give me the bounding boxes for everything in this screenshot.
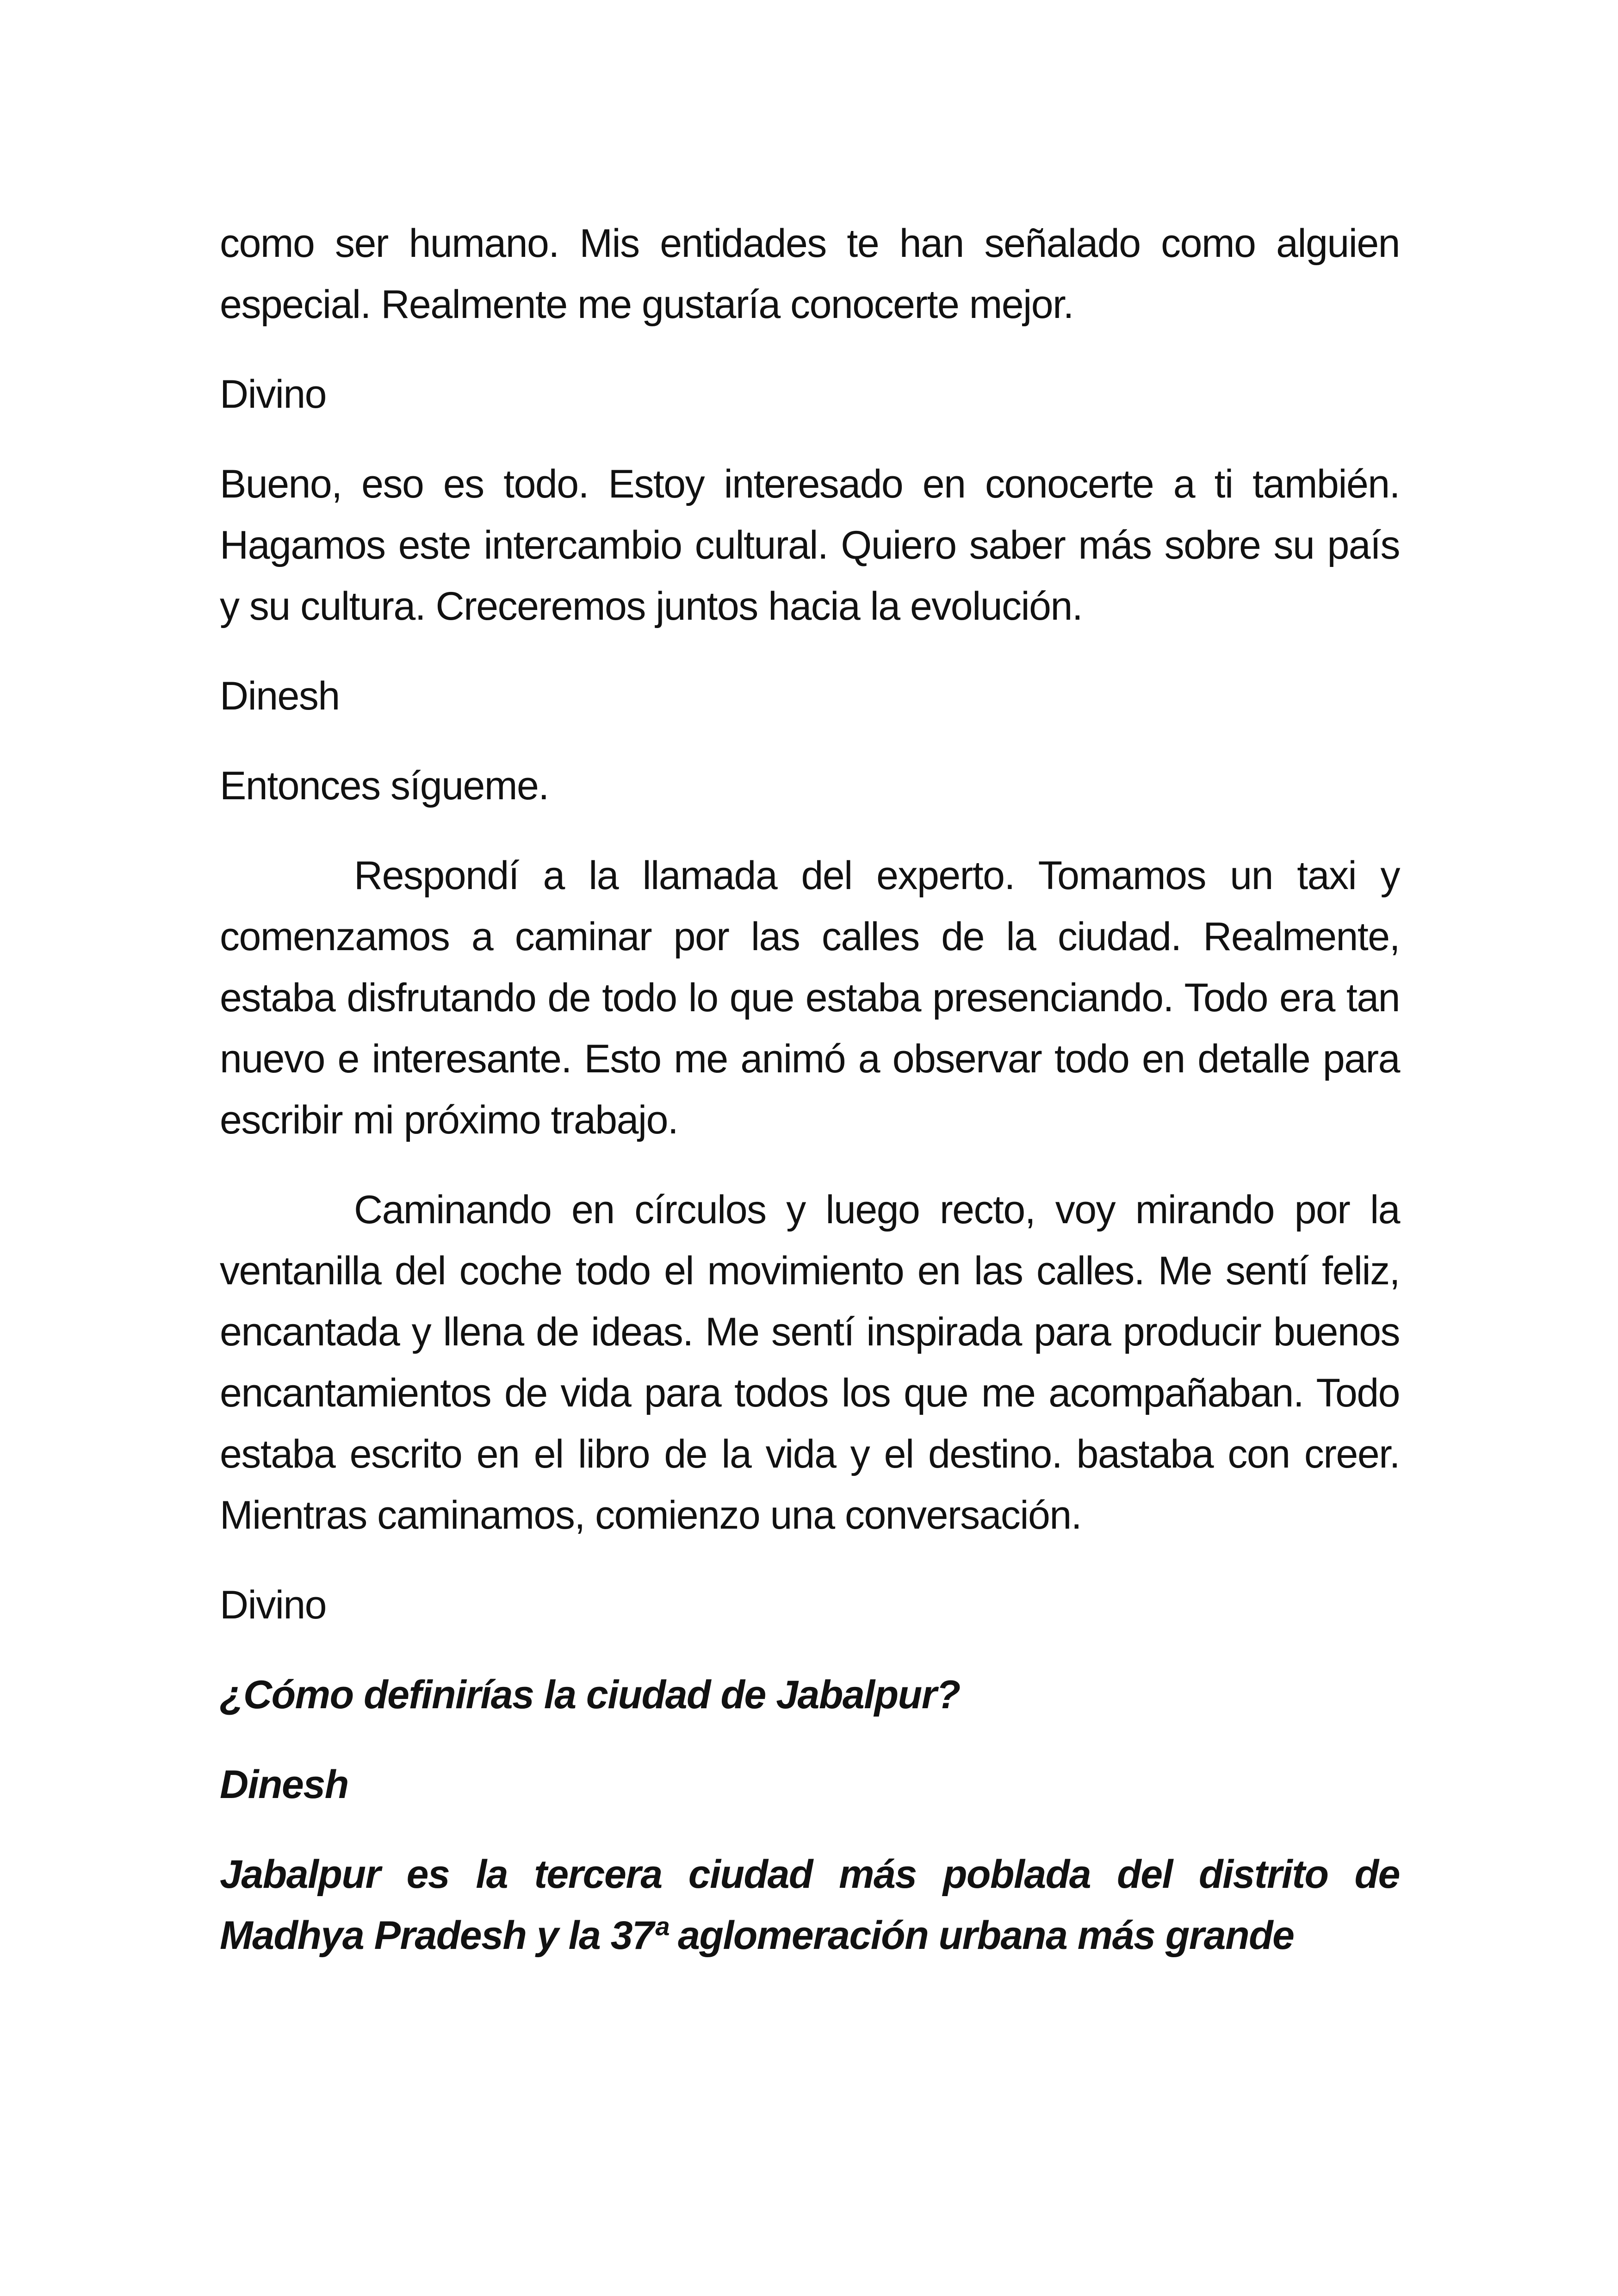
speaker-name-emphasis: Dinesh bbox=[220, 1762, 348, 1807]
paragraph-dialogue: Entonces sígueme. bbox=[220, 764, 549, 808]
paragraph-narration: Caminando en círculos y luego recto, voy mirando por la ventanilla del coche todo el movimiento en las calles. Me sentí feliz, encantada y llena de ideas. Me sentí inspirada para producir buenos encantamientos de vida para todos los que me acompañaban. Todo estaba escrito en el libro de la vida y el destino. bastaba con creer. Mientras caminamos, comienzo una conversación. bbox=[220, 1188, 1400, 1537]
paragraph-dialogue: Bueno, eso es todo. Estoy interesado en conocerte a ti también. Hagamos este intercambio cultural. Quiero saber más sobre su país y su cultura. Creceremos juntos hacia la evolución. bbox=[220, 462, 1400, 628]
question-text: ¿Cómo definirías la ciudad de Jabalpur? bbox=[220, 1673, 960, 1717]
paragraph-narration: Respondí a la llamada del experto. Tomamos un taxi y comenzamos a caminar por las calles de la ciudad. Realmente, estaba disfrutando de todo lo que estaba presenciando. Todo era tan nuevo e interesante. Esto me animó a observar todo en detalle para escribir mi próximo trabajo. bbox=[220, 853, 1400, 1142]
document-page bbox=[220, 213, 1400, 1966]
speaker-name: Divino bbox=[220, 372, 326, 417]
paragraph-intro: como ser humano. Mis entidades te han señalado como alguien especial. Realmente me gustaría conocerte mejor. bbox=[220, 221, 1400, 327]
speaker-name: Dinesh bbox=[220, 674, 340, 718]
speaker-name: Divino bbox=[220, 1583, 326, 1627]
answer-text: Jabalpur es la tercera ciudad más poblada del distrito de Madhya Pradesh y la 37ª aglomeración urbana más grande bbox=[220, 1852, 1400, 1958]
